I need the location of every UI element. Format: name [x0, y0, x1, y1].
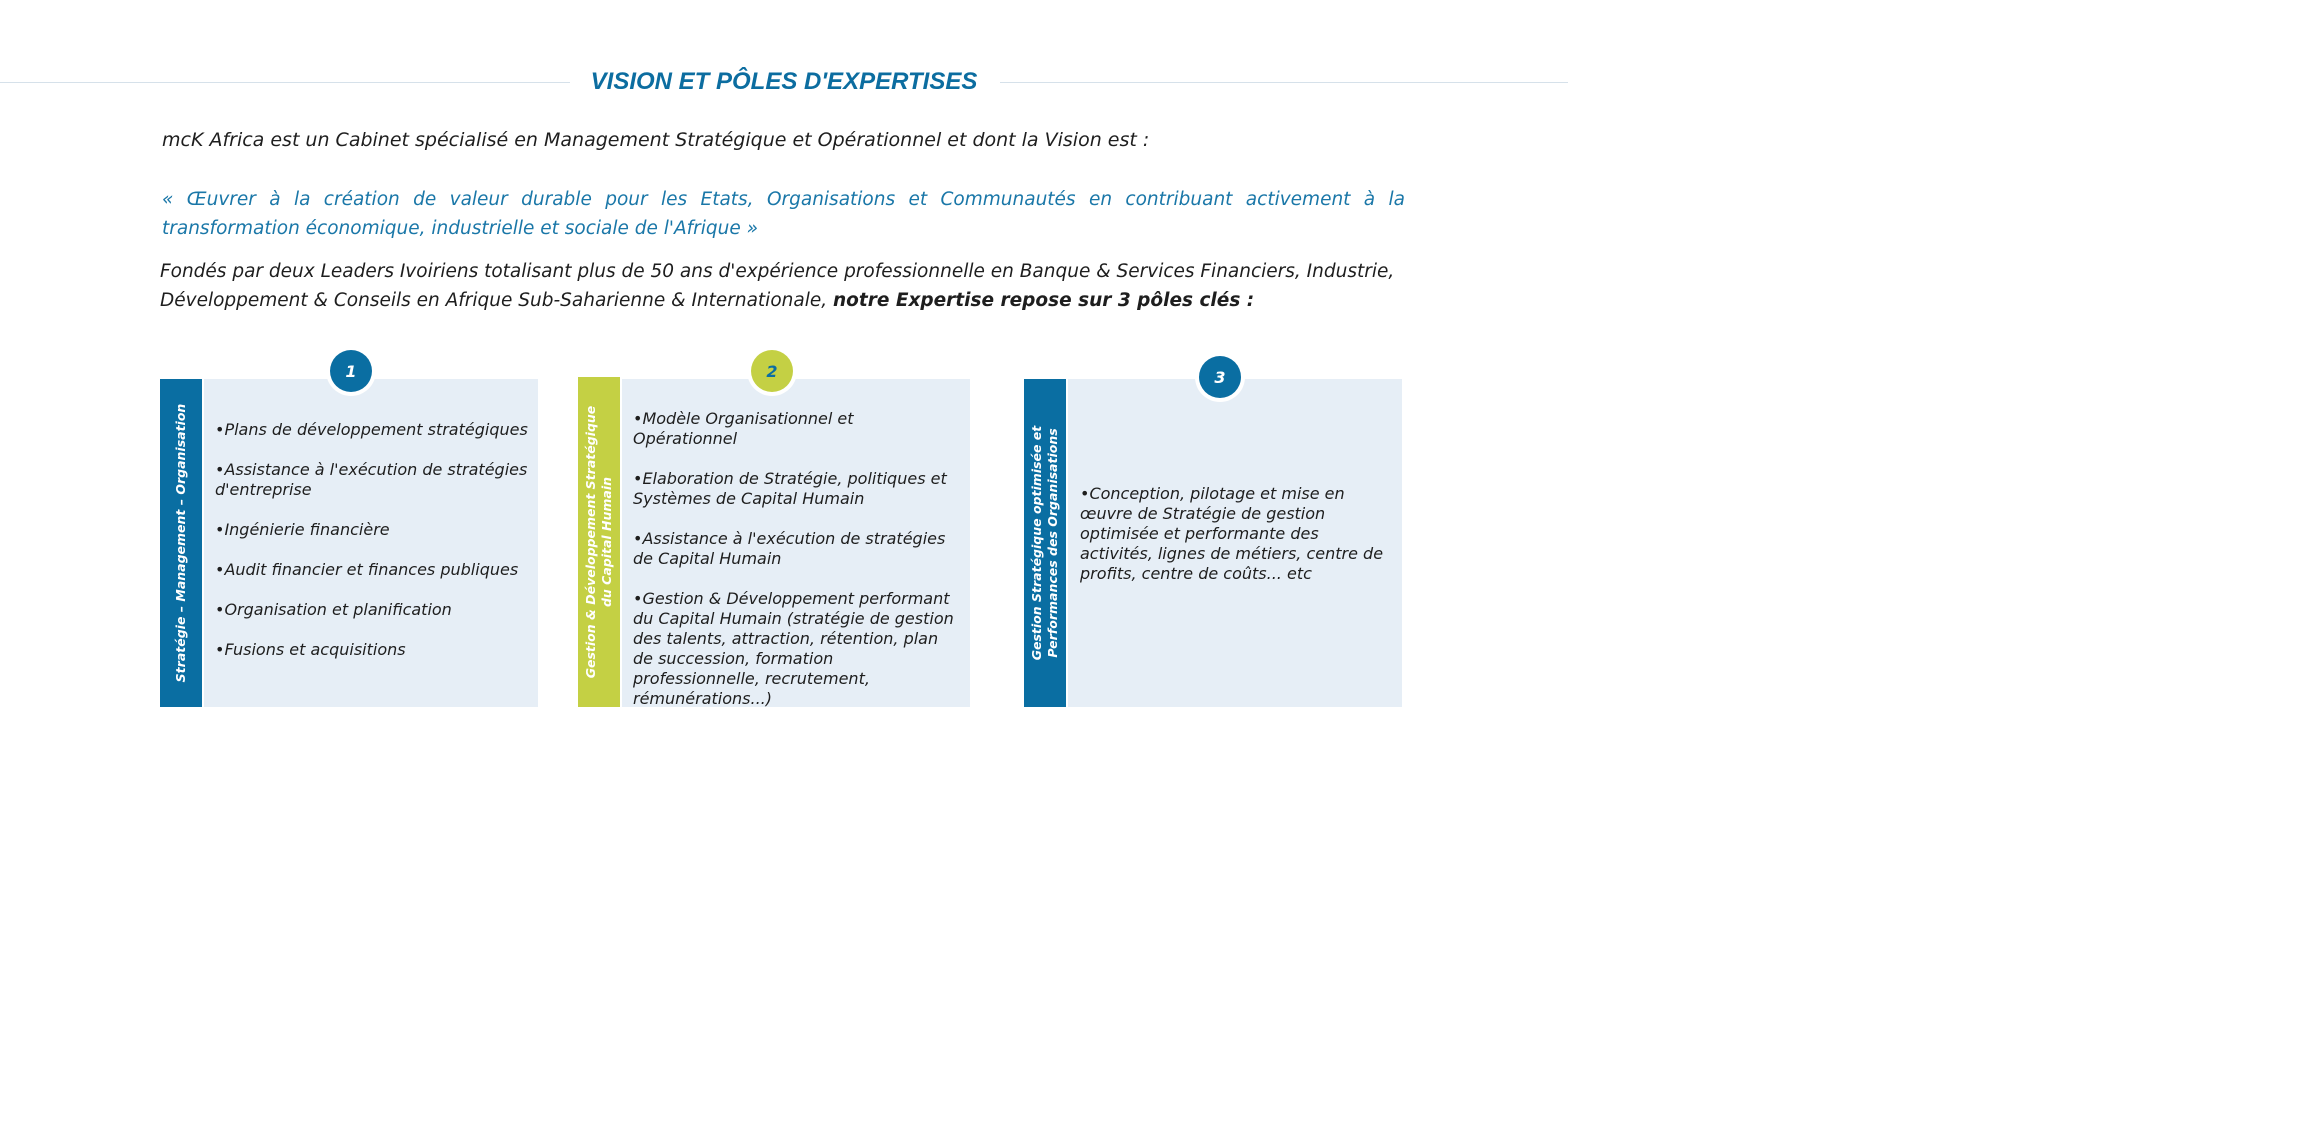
list-item: •Modèle Organisationnel et Opérationnel [633, 409, 854, 448]
list-item: •Audit financier et finances publiques [215, 560, 519, 579]
founded-text: Fondés par deux Leaders Ivoiriens totalisant plus de 50 ans d'expérience professionnelle en Banque & Services Financiers, Industrie, Développement & Conseils en Afrique Sub-Saharienne & Internationale, [160, 261, 1395, 311]
intro-text: mcK Africa est un Cabinet spécialisé en Management Stratégique et Opérationnel et dont la Vision est : [162, 129, 1150, 151]
pole-3-bar [1024, 379, 1066, 707]
pole-1-label: Stratégie – Management – Organisation [173, 403, 188, 683]
list-item: •Elaboration de Stratégie, politiques et Systèmes de Capital Humain [633, 469, 947, 508]
pole-3-number-badge: 3 [1199, 356, 1241, 398]
pole-3-label: Gestion Stratégique optimisée et Performances des Organisations [1029, 425, 1060, 661]
list-item: •Plans de développement stratégiques [215, 420, 528, 439]
pole-2-list [633, 409, 961, 729]
pole-2-number-badge: 2 [751, 350, 793, 392]
pole-1-list [215, 420, 530, 680]
list-item: •Assistance à l'exécution de stratégies d'entreprise [215, 460, 528, 499]
pole-2-bar [578, 377, 620, 707]
list-item: •Gestion & Développement performant du Capital Humain (stratégie de gestion des talents, attraction, rétention, plan de succession, formation professionnelle, recrutement, rémunérations...) [633, 589, 954, 708]
list-item: •Conception, pilotage et mise en œuvre de Stratégie de gestion optimisée et performante des activités, lignes de métiers, centre de profits, centre de coûts... etc [1080, 484, 1384, 583]
page-title [0, 66, 1568, 98]
pole-1-bar [160, 379, 202, 707]
page-title-text: VISION ET PÔLES D'EXPERTISES [577, 68, 992, 95]
vision-quote: « Œuvrer à la création de valeur durable pour les Etats, Organisations et Communautés en contribuant activement à la transformation économique, industrielle et sociale de l'Afrique » [162, 189, 1405, 239]
pole-3-list [1080, 484, 1394, 604]
list-item: •Organisation et planification [215, 600, 452, 619]
list-item: •Assistance à l'exécution de stratégies de Capital Humain [633, 529, 946, 568]
founded-emphasis: notre Expertise repose sur 3 pôles clés : [832, 290, 1255, 311]
founded-paragraph [160, 257, 1410, 315]
list-item: •Fusions et acquisitions [215, 640, 406, 659]
pole-1-number-badge: 1 [330, 350, 372, 392]
pole-2-label: Gestion & Développement Stratégique du Capital Humain [583, 405, 614, 679]
list-item: •Ingénierie financière [215, 520, 390, 539]
